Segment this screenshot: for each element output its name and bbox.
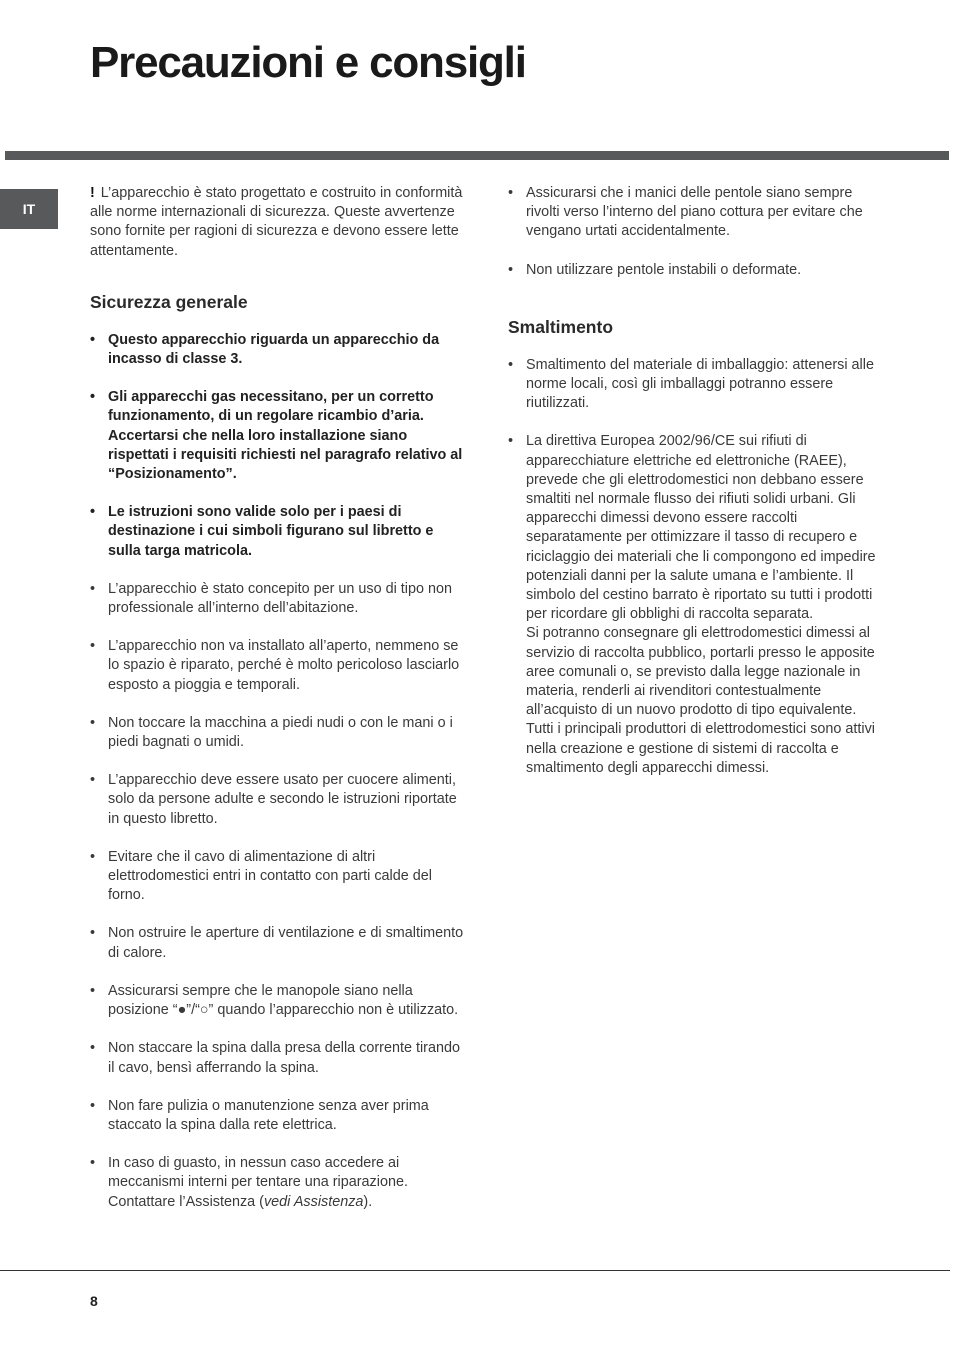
raee-paragraph-2: Si potranno consegnare gli elettrodomestici dimessi al servizio di raccolta pubblico, portarli presso le apposite aree comunali o, se previsto dalla legge nazionale in materia, renderli ai rivenditori contestualmente all’acquisto di un nuovo prodotto di tipo equivalente. [526,625,875,719]
assistance-reference: vedi Assistenza [263,1193,364,1210]
list-item: • Non ostruire le aperture di ventilazione e di smaltimento di calore. [90,924,465,962]
language-label: IT [22,201,36,217]
intro-paragraph [90,184,465,261]
raee-paragraph-1: • La direttiva Europea 2002/96/CE sui rifiuti di apparecchiature elettriche ed elettroniche (RAEE), prevede che gli elettrodomestici non debbano essere smaltiti nel normale flusso dei rifiuti solidi urbani. Gli apparecchi dimessi devono essere raccolti separatamente per ottimizzare il tasso di recupero e riciclaggio dei materiali che li compongono ed impedire potenziali danni per la salute umana e l’ambiente. Il simbolo del cestino barrato è riportato su tutti i prodotti per ricordare gli obblighi di raccolta separata. [526,433,876,623]
page-title: Precauzioni e consigli [90,38,526,87]
list-item: • Le istruzioni sono valide solo per i paesi di destinazione i cui simboli figurano sul libretto e sulla targa matricola. [90,503,465,561]
list-item: • Gli apparecchi gas necessitano, per un corretto funzionamento, di un regolare ricambio d’aria. Accertarsi che nella loro installazione siano rispettati i requisiti richiesti nel paragrafo relativo al “Posizionamento”. [90,388,465,484]
list-item: • Non fare pulizia o manutenzione senza aver prima staccato la spina dalla rete elettrica. [90,1097,465,1135]
section-heading-sicurezza: Sicurezza generale [90,291,248,312]
warning-mark: ! [90,185,95,201]
list-item: • Assicurarsi che i manici delle pentole siano sempre rivolti verso l’interno del piano cottura per evitare che vengano urtati accidentalmente. [508,184,888,242]
section-heading-smaltimento: Smaltimento [508,316,614,337]
list-item: • L’apparecchio deve essere usato per cuocere alimenti, solo da persone adulte e secondo le istruzioni riportate in questo libretto. [90,771,465,829]
list-item-end: ). [363,1193,373,1210]
intro-text: L’apparecchio è stato progettato e costruito in conformità alle norme internazionali di sicurezza. Queste avvertenze sono fornite per ragioni di sicurezza e devono essere lette attentamente. [90,185,463,259]
list-item: • L’apparecchio è stato concepito per un uso di tipo non professionale all’interno dell’abitazione. [90,580,465,618]
page-number: 8 [90,1293,98,1309]
list-item: • Smaltimento del materiale di imballaggio: attenersi alle norme locali, così gli imballaggi potranno essere riutilizzati. [508,356,888,414]
list-item [90,1154,465,1212]
list-item: • Evitare che il cavo di alimentazione di altri elettrodomestici entri in contatto con parti calde del forno. [90,848,465,906]
smaltimento-list [508,356,888,778]
pentole-list [508,184,888,280]
right-column [508,184,888,797]
list-item-text: In caso di guasto, in nessun caso accedere ai meccanismi interni per tentare una riparazione. Contattare l’Assistenza ( [108,1155,408,1210]
list-item: • Non toccare la macchina a piedi nudi o con le mani o i piedi bagnati o umidi. [90,714,465,752]
list-item [508,432,888,778]
sicurezza-list [90,331,465,1212]
header-divider-bar [5,151,949,160]
list-item: • L’apparecchio non va installato all’aperto, nemmeno se lo spazio è riparato, perché è molto pericoloso lasciarlo esposto a pioggia e temporali. [90,637,465,695]
language-tab [0,189,58,229]
list-item: • Assicurarsi sempre che le manopole siano nella posizione “●”/“○” quando l’apparecchio non è utilizzato. [90,982,465,1020]
list-item: • Non utilizzare pentole instabili o deformate. [508,261,888,280]
raee-paragraph-3: Tutti i principali produttori di elettrodomestici sono attivi nella creazione e gestione di sistemi di raccolta e smaltimento degli apparecchi dimessi. [526,721,875,776]
footer-divider [0,1270,950,1271]
list-item: • Non staccare la spina dalla presa della corrente tirando il cavo, bensì afferrando la spina. [90,1039,465,1077]
list-item: • Questo apparecchio riguarda un apparecchio da incasso di classe 3. [90,331,465,369]
left-column [90,184,465,1231]
